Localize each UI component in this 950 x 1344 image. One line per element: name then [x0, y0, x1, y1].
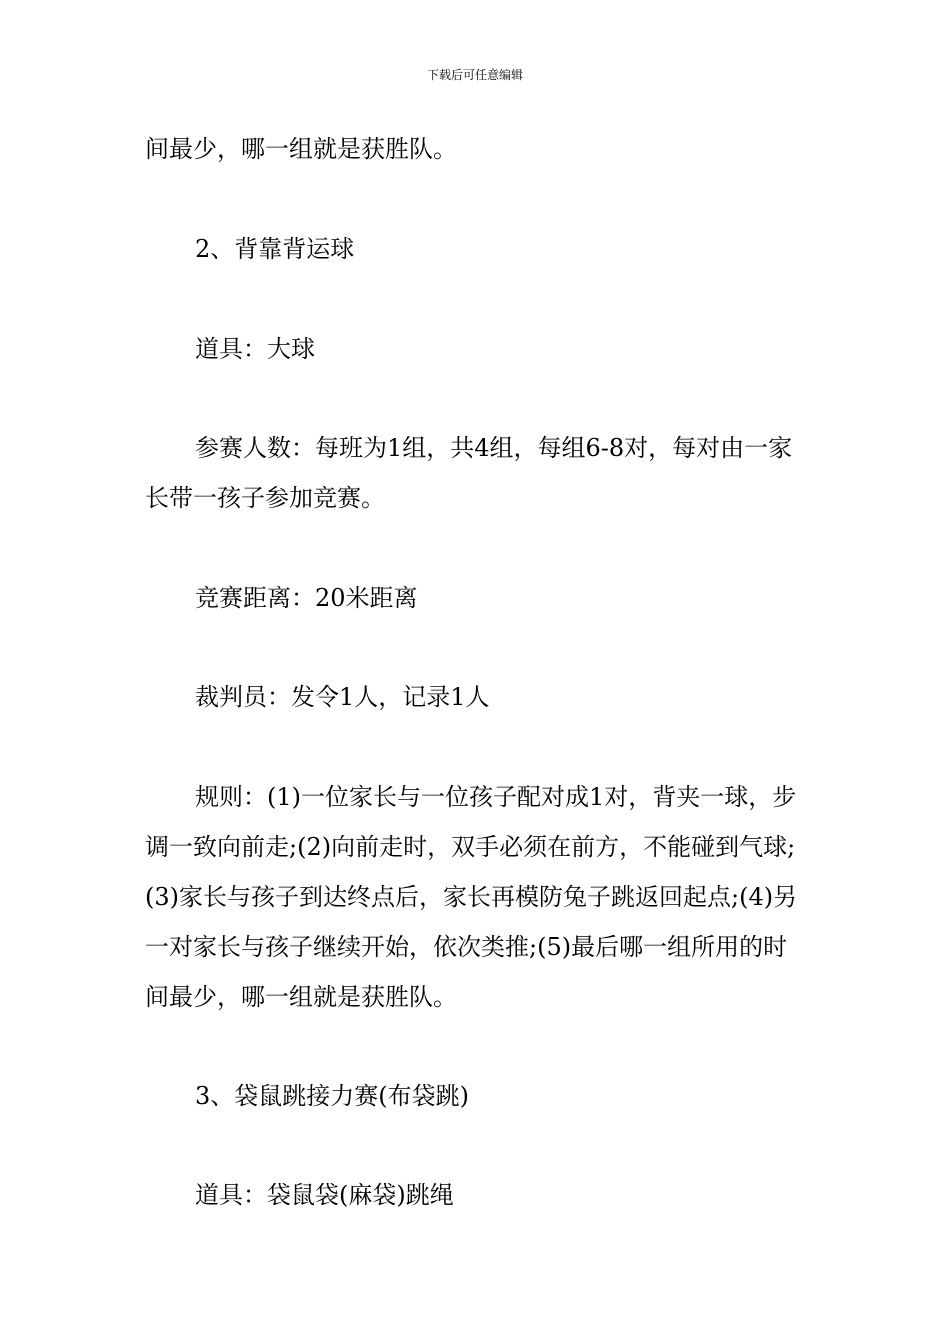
props-line-2: 道具：袋鼠袋(麻袋)跳绳: [195, 1181, 454, 1209]
referee-line: 裁判员：发令1人，记录1人: [195, 683, 490, 711]
section-heading-2: 2、背靠背运球: [195, 235, 355, 263]
rules-paragraph: 规则：(1)一位家长与一位孩子配对成1对，背夹一球，步调一致向前走;(2)向前走时，双手必须在前方，不能碰到气球;(3)家长与孩子到达终点后，家长再模防兔子跳返回起点;(4)另一对家长与孩子继续开始，依次类推;(5)最后哪一组所用的时间最少，哪一组就是获胜队。: [145, 783, 798, 1011]
paragraph-continuation: 间最少，哪一组就是获胜队。: [145, 135, 457, 163]
distance-line: 竞赛距离：20米距离: [195, 584, 418, 612]
props-line: 道具：大球: [195, 335, 315, 363]
participants-paragraph: 参赛人数：每班为1组，共4组，每组6-8对，每对由一家长带一孩子参加竞赛。: [145, 434, 793, 512]
section-heading-3: 3、袋鼠跳接力赛(布袋跳): [195, 1082, 469, 1110]
header-note: 下载后可任意编辑: [426, 68, 523, 82]
